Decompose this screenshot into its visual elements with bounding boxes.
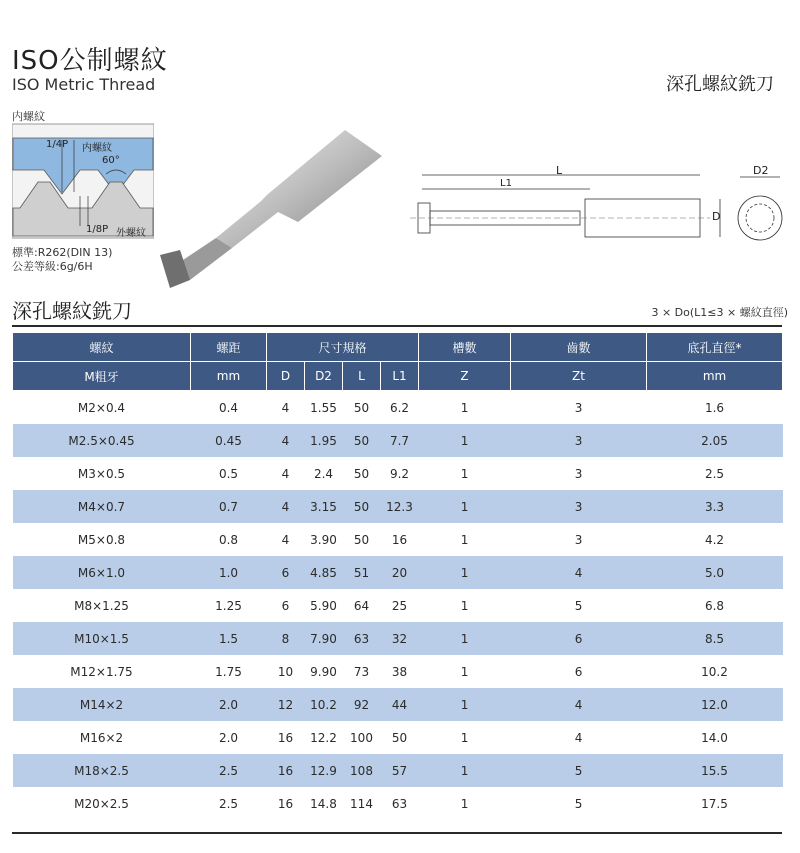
cell-zt: 3 bbox=[511, 490, 647, 523]
cell-d: 10 bbox=[277, 664, 294, 679]
page-title: ISO公制螺紋 bbox=[12, 46, 168, 76]
subheader-l1: L1 bbox=[381, 362, 419, 391]
header-flutes: 槽數 bbox=[419, 333, 511, 362]
cell-l1: 38 bbox=[391, 664, 408, 679]
cell-l: 50 bbox=[353, 532, 370, 547]
cell-d: 6 bbox=[267, 556, 305, 589]
cell-bore: 8.5 bbox=[647, 622, 783, 655]
spec-table bbox=[12, 332, 783, 820]
cell-thread: M2.5×0.45 bbox=[13, 424, 191, 457]
subheader-l: L bbox=[343, 362, 381, 391]
cell-zt: 3 bbox=[574, 532, 583, 547]
cell-d: 4 bbox=[281, 400, 290, 415]
cell-bore: 2.05 bbox=[647, 424, 783, 457]
cell-l1: 25 bbox=[391, 598, 408, 613]
cell-d2: 4.85 bbox=[305, 556, 343, 589]
cell-zt: 6 bbox=[511, 622, 647, 655]
tolerance-text: 公差等級:6g/6H bbox=[12, 260, 93, 273]
cell-d: 16 bbox=[267, 754, 305, 787]
cell-thread: M2×0.4 bbox=[77, 400, 126, 415]
cell-l: 50 bbox=[343, 424, 381, 457]
cell-bore: 1.6 bbox=[704, 400, 725, 415]
cell-l: 50 bbox=[353, 466, 370, 481]
cell-z: 1 bbox=[419, 754, 511, 787]
cell-bore: 6.8 bbox=[704, 598, 725, 613]
cell-d2: 10.2 bbox=[305, 688, 343, 721]
cell-pitch: 0.7 bbox=[191, 490, 267, 523]
cell-d: 6 bbox=[281, 598, 290, 613]
header-teeth: 齒數 bbox=[511, 333, 647, 362]
subheader-d2: D2 bbox=[305, 362, 343, 391]
cell-pitch: 0.8 bbox=[218, 532, 239, 547]
tool-image bbox=[150, 130, 390, 290]
cell-bore: 14.0 bbox=[701, 730, 728, 745]
cell-d2: 7.90 bbox=[305, 622, 343, 655]
table-row bbox=[13, 490, 783, 523]
cell-zt: 5 bbox=[511, 754, 647, 787]
table-row bbox=[13, 556, 783, 589]
external-thread-label: 外螺紋 bbox=[116, 228, 146, 239]
cell-l: 100 bbox=[350, 730, 373, 745]
cell-z: 1 bbox=[460, 796, 469, 811]
table-row bbox=[13, 754, 783, 787]
cell-pitch: 1.75 bbox=[215, 664, 242, 679]
product-title: 深孔螺紋銑刀 bbox=[666, 74, 774, 95]
profile-label: 内螺紋 bbox=[12, 110, 45, 123]
subheader-d: D bbox=[267, 362, 305, 391]
cell-zt: 3 bbox=[574, 400, 583, 415]
cell-z: 1 bbox=[419, 424, 511, 457]
cell-d2: 12.2 bbox=[310, 730, 337, 745]
cell-pitch: 2.0 bbox=[191, 688, 267, 721]
cell-pitch: 2.5 bbox=[191, 754, 267, 787]
cell-l: 92 bbox=[343, 688, 381, 721]
cell-bore: 17.5 bbox=[701, 796, 728, 811]
cell-bore: 10.2 bbox=[701, 664, 728, 679]
cell-l1: 20 bbox=[381, 556, 419, 589]
cell-d2: 5.90 bbox=[310, 598, 337, 613]
cell-thread: M5×0.8 bbox=[77, 532, 126, 547]
cell-thread: M8×1.25 bbox=[74, 598, 129, 613]
cell-thread: M12×1.75 bbox=[70, 664, 133, 679]
cell-l: 64 bbox=[353, 598, 370, 613]
section-formula: 3 × Do(L1≤3 × 螺紋直徑) bbox=[651, 306, 788, 319]
table-header-row-1 bbox=[13, 333, 783, 362]
standard-text: 標準:R262(DIN 13) bbox=[12, 246, 113, 259]
cell-bore: 5.0 bbox=[647, 556, 783, 589]
angle-label: 60° bbox=[102, 155, 120, 166]
cell-pitch: 1.25 bbox=[215, 598, 242, 613]
cell-l: 50 bbox=[343, 490, 381, 523]
cell-l: 63 bbox=[343, 622, 381, 655]
table-row bbox=[13, 655, 783, 688]
cell-d2: 12.9 bbox=[305, 754, 343, 787]
cell-thread: M10×1.5 bbox=[13, 622, 191, 655]
cell-d2: 3.90 bbox=[310, 532, 337, 547]
cell-z: 1 bbox=[460, 400, 469, 415]
table-row bbox=[13, 457, 783, 490]
internal-thread-label: 内螺紋 bbox=[82, 143, 112, 154]
cell-l1: 7.7 bbox=[381, 424, 419, 457]
cell-l1: 63 bbox=[391, 796, 408, 811]
cell-d: 4 bbox=[267, 490, 305, 523]
cell-l1: 16 bbox=[391, 532, 408, 547]
header-dimensions: 尺寸規格 bbox=[267, 333, 419, 362]
cell-pitch: 1.0 bbox=[191, 556, 267, 589]
cell-d: 4 bbox=[281, 466, 290, 481]
cell-l: 51 bbox=[343, 556, 381, 589]
cell-d: 4 bbox=[281, 532, 290, 547]
cell-zt: 5 bbox=[574, 796, 583, 811]
table-row bbox=[13, 391, 783, 425]
cell-thread: M14×2 bbox=[13, 688, 191, 721]
cell-bore: 4.2 bbox=[704, 532, 725, 547]
subheader-zt: Zt bbox=[511, 362, 647, 391]
subheader-pitch: mm bbox=[191, 362, 267, 391]
cell-bore: 2.5 bbox=[704, 466, 725, 481]
cell-zt: 4 bbox=[574, 730, 583, 745]
technical-drawing bbox=[410, 155, 790, 265]
cell-d2: 1.55 bbox=[310, 400, 337, 415]
dimension-D2: D2 bbox=[753, 164, 769, 177]
cell-zt: 3 bbox=[511, 424, 647, 457]
cell-d: 16 bbox=[277, 730, 294, 745]
cell-z: 1 bbox=[419, 688, 511, 721]
subheader-z: Z bbox=[419, 362, 511, 391]
cell-d2: 3.15 bbox=[305, 490, 343, 523]
cell-l: 73 bbox=[353, 664, 370, 679]
subheader-bore: mm bbox=[647, 362, 783, 391]
section-divider bbox=[12, 325, 782, 327]
cell-l: 50 bbox=[353, 400, 370, 415]
cell-pitch: 1.5 bbox=[191, 622, 267, 655]
cell-z: 1 bbox=[460, 532, 469, 547]
cell-zt: 6 bbox=[574, 664, 583, 679]
table-row bbox=[13, 424, 783, 457]
cell-d: 4 bbox=[267, 424, 305, 457]
cell-pitch: 0.4 bbox=[218, 400, 239, 415]
cell-zt: 3 bbox=[574, 466, 583, 481]
cell-z: 1 bbox=[460, 664, 469, 679]
table-row bbox=[13, 787, 783, 820]
header-bore: 底孔直徑* bbox=[647, 333, 783, 362]
cell-z: 1 bbox=[460, 730, 469, 745]
cell-l1: 50 bbox=[391, 730, 408, 745]
cell-thread: M3×0.5 bbox=[77, 466, 126, 481]
bottom-divider bbox=[12, 832, 782, 834]
cell-d2: 14.8 bbox=[310, 796, 337, 811]
subheader-thread: M粗牙 bbox=[13, 362, 191, 391]
cell-d2: 9.90 bbox=[310, 664, 337, 679]
cell-z: 1 bbox=[419, 622, 511, 655]
cell-d: 12 bbox=[267, 688, 305, 721]
cell-thread: M16×2 bbox=[79, 730, 124, 745]
table-header-row-2 bbox=[13, 362, 783, 391]
cell-l1: 12.3 bbox=[381, 490, 419, 523]
cell-z: 1 bbox=[460, 466, 469, 481]
cell-pitch: 0.45 bbox=[191, 424, 267, 457]
cell-d2: 2.4 bbox=[313, 466, 334, 481]
cell-d: 16 bbox=[277, 796, 294, 811]
dimension-D: D bbox=[712, 210, 721, 223]
table-row bbox=[13, 688, 783, 721]
cell-l1: 57 bbox=[381, 754, 419, 787]
cell-z: 1 bbox=[419, 490, 511, 523]
cell-l1: 32 bbox=[381, 622, 419, 655]
cell-thread: M4×0.7 bbox=[13, 490, 191, 523]
cell-thread: M18×2.5 bbox=[13, 754, 191, 787]
cell-d2: 1.95 bbox=[305, 424, 343, 457]
header-thread: 螺紋 bbox=[13, 333, 191, 362]
cell-pitch: 2.5 bbox=[218, 796, 239, 811]
cell-thread: M6×1.0 bbox=[13, 556, 191, 589]
header-pitch: 螺距 bbox=[191, 333, 267, 362]
table-row bbox=[13, 589, 783, 622]
cell-pitch: 2.0 bbox=[218, 730, 239, 745]
cell-zt: 4 bbox=[511, 556, 647, 589]
page-subtitle: ISO Metric Thread bbox=[12, 75, 156, 94]
cell-thread: M20×2.5 bbox=[74, 796, 129, 811]
cell-pitch: 0.5 bbox=[218, 466, 239, 481]
cell-l1: 6.2 bbox=[389, 400, 410, 415]
table-row bbox=[13, 523, 783, 556]
quarter-pitch-label: 1/4P bbox=[46, 139, 69, 150]
cell-zt: 5 bbox=[574, 598, 583, 613]
cell-bore: 3.3 bbox=[647, 490, 783, 523]
cell-l1: 44 bbox=[381, 688, 419, 721]
cell-z: 1 bbox=[460, 598, 469, 613]
dimension-L: L bbox=[556, 164, 563, 177]
cell-bore: 12.0 bbox=[647, 688, 783, 721]
cell-bore: 15.5 bbox=[647, 754, 783, 787]
cell-l: 114 bbox=[350, 796, 373, 811]
cell-d: 8 bbox=[267, 622, 305, 655]
cell-l: 108 bbox=[343, 754, 381, 787]
cell-zt: 4 bbox=[511, 688, 647, 721]
dimension-L1: L1 bbox=[500, 178, 512, 189]
eighth-pitch-label: 1/8P bbox=[86, 224, 109, 235]
table-row bbox=[13, 622, 783, 655]
cell-z: 1 bbox=[419, 556, 511, 589]
section-title: 深孔螺紋銑刀 bbox=[12, 299, 132, 323]
table-row bbox=[13, 721, 783, 754]
cell-l1: 9.2 bbox=[389, 466, 410, 481]
